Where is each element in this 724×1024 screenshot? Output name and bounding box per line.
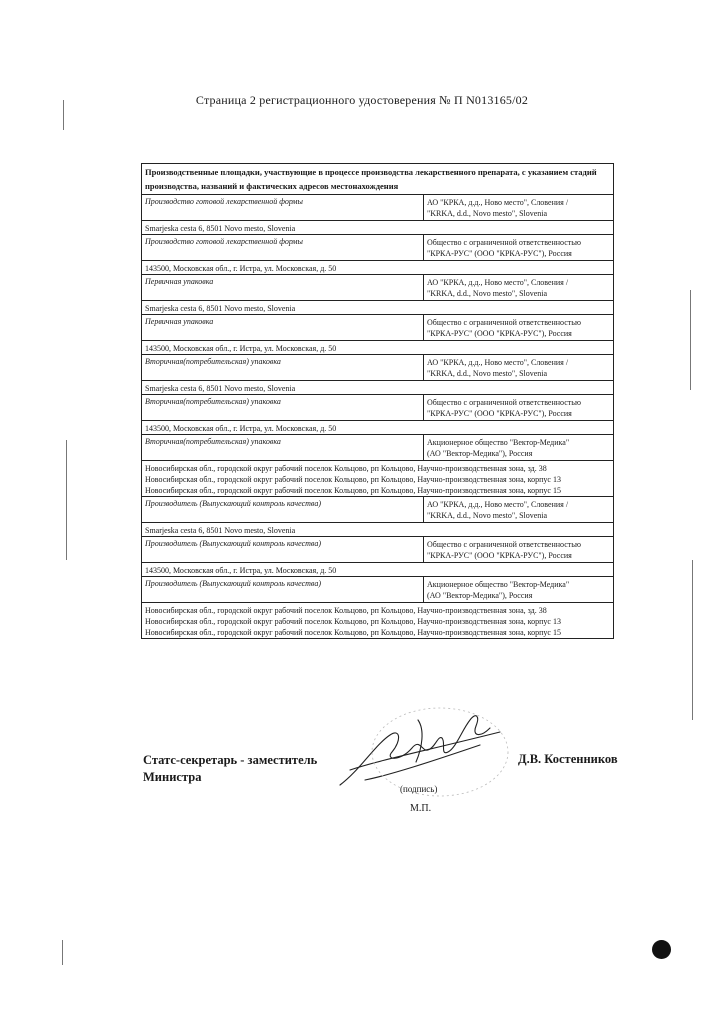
manufacturer-line: АО "КРКА, д.д., Ново место", Словения / xyxy=(427,358,569,367)
manufacturer-line: Акционерное общество "Вектор-Медика" xyxy=(427,438,570,447)
address-cell xyxy=(142,603,613,638)
address-row xyxy=(142,300,613,314)
stage-row xyxy=(142,314,613,340)
page-title: Страница 2 регистрационного удостоверения № П N013165/02 xyxy=(195,93,529,107)
table-heading: Производственные площадки, участвующие в процессе производства лекарственного препарата, с указанием стадий производства, названий и фактических адресов местонахождения xyxy=(145,167,597,191)
stage-cell: Производитель (Выпускающий контроль качества) xyxy=(142,537,424,562)
manufacturer-line: Общество с ограниченной ответственностью xyxy=(427,318,581,327)
address-cell xyxy=(142,301,613,314)
production-sites-table xyxy=(141,163,614,639)
address-line: Smarjeska cesta 6, 8501 Novo mesto, Slovenia xyxy=(145,526,296,535)
signature-caption: (подпись) xyxy=(400,784,438,794)
address-row xyxy=(142,460,613,496)
address-row xyxy=(142,562,613,576)
stage-row xyxy=(142,274,613,300)
manufacturer-cell xyxy=(424,395,613,420)
address-line: Smarjeska cesta 6, 8501 Novo mesto, Slovenia xyxy=(145,384,296,393)
address-line: 143500, Московская обл., г. Истра, ул. Московская, д. 50 xyxy=(145,344,337,353)
manufacturer-line: АО "КРКА, д.д., Ново место", Словения / xyxy=(427,198,569,207)
scan-edge-mark xyxy=(63,100,64,130)
manufacturer-line: Общество с ограниченной ответственностью xyxy=(427,238,581,247)
stage-cell: Вторичная(потребительская) упаковка xyxy=(142,355,424,380)
manufacturer-line: "КРКА-РУС" (ООО "КРКА-РУС"), Россия xyxy=(427,249,572,258)
address-cell xyxy=(142,563,613,576)
signatory-title xyxy=(143,752,317,786)
stage-row xyxy=(142,576,613,602)
stage-row xyxy=(142,536,613,562)
address-line: 143500, Московская обл., г. Истра, ул. Московская, д. 50 xyxy=(145,264,337,273)
manufacturer-line: (АО "Вектор-Медика"), Россия xyxy=(427,449,533,458)
manufacturer-cell xyxy=(424,497,613,522)
address-row xyxy=(142,420,613,434)
address-line: Smarjeska cesta 6, 8501 Novo mesto, Slovenia xyxy=(145,224,296,233)
seal-label: М.П. xyxy=(410,803,432,814)
manufacturer-line: Общество с ограниченной ответственностью xyxy=(427,398,581,407)
stage-cell: Первичная упаковка xyxy=(142,315,424,340)
manufacturer-line: Общество с ограниченной ответственностью xyxy=(427,540,581,549)
address-cell xyxy=(142,261,613,274)
stage-cell: Производитель (Выпускающий контроль качества) xyxy=(142,497,424,522)
stage-cell: Вторичная(потребительская) упаковка xyxy=(142,435,424,460)
manufacturer-line: Акционерное общество "Вектор-Медика" xyxy=(427,580,570,589)
address-row xyxy=(142,522,613,536)
address-cell xyxy=(142,523,613,536)
signatory-name: Д.В. Костенников xyxy=(518,752,618,766)
manufacturer-cell xyxy=(424,577,613,602)
corner-punch-mark xyxy=(652,940,671,959)
stage-row xyxy=(142,496,613,522)
manufacturer-cell xyxy=(424,355,613,380)
address-line: Новосибирская обл., городской округ рабочий поселок Кольцово, рп Кольцово, Научно-производственная зона, корпус 15 xyxy=(145,628,561,637)
scan-edge-mark xyxy=(66,440,67,560)
stage-row xyxy=(142,194,613,220)
stage-cell: Вторичная(потребительская) упаковка xyxy=(142,395,424,420)
address-cell xyxy=(142,421,613,434)
manufacturer-line: АО "КРКА, д.д., Ново место", Словения / xyxy=(427,278,569,287)
manufacturer-line: (АО "Вектор-Медика"), Россия xyxy=(427,591,533,600)
address-line: Новосибирская обл., городской округ рабочий поселок Кольцово, рп Кольцово, Научно-производственная зона, зд. 38 xyxy=(145,606,547,615)
address-line: Новосибирская обл., городской округ рабочий поселок Кольцово, рп Кольцово, Научно-производственная зона, зд. 38 xyxy=(145,464,547,473)
stage-row xyxy=(142,234,613,260)
stage-cell: Первичная упаковка xyxy=(142,275,424,300)
manufacturer-line: "КРКА-РУС" (ООО "КРКА-РУС"), Россия xyxy=(427,329,572,338)
table-heading-row xyxy=(142,164,613,194)
manufacturer-line: "KRKA, d.d., Novo mesto", Slovenia xyxy=(427,369,548,378)
address-line: Новосибирская обл., городской округ рабочий поселок Кольцово, рп Кольцово, Научно-производственная зона, корпус 13 xyxy=(145,475,561,484)
manufacturer-cell xyxy=(424,315,613,340)
address-row xyxy=(142,602,613,638)
address-line: 143500, Московская обл., г. Истра, ул. Московская, д. 50 xyxy=(145,424,337,433)
stage-cell: Производитель (Выпускающий контроль качества) xyxy=(142,577,424,602)
address-row xyxy=(142,380,613,394)
stage-cell: Производство готовой лекарственной формы xyxy=(142,195,424,220)
manufacturer-line: "KRKA, d.d., Novo mesto", Slovenia xyxy=(427,511,548,520)
manufacturer-line: АО "КРКА, д.д., Ново место", Словения / xyxy=(427,500,569,509)
stage-row xyxy=(142,354,613,380)
address-cell xyxy=(142,461,613,496)
scan-edge-mark xyxy=(692,560,693,720)
manufacturer-cell xyxy=(424,195,613,220)
stage-cell: Производство готовой лекарственной формы xyxy=(142,235,424,260)
address-cell xyxy=(142,221,613,234)
manufacturer-cell xyxy=(424,435,613,460)
address-row xyxy=(142,260,613,274)
manufacturer-cell xyxy=(424,537,613,562)
scan-edge-mark xyxy=(690,290,691,390)
address-row xyxy=(142,340,613,354)
address-line: Новосибирская обл., городской округ рабочий поселок Кольцово, рп Кольцово, Научно-производственная зона, корпус 15 xyxy=(145,486,561,495)
manufacturer-cell xyxy=(424,235,613,260)
address-cell xyxy=(142,341,613,354)
manufacturer-line: "КРКА-РУС" (ООО "КРКА-РУС"), Россия xyxy=(427,551,572,560)
address-line: Новосибирская обл., городской округ рабочий поселок Кольцово, рп Кольцово, Научно-производственная зона, корпус 13 xyxy=(145,617,561,626)
stage-row xyxy=(142,394,613,420)
manufacturer-line: "KRKA, d.d., Novo mesto", Slovenia xyxy=(427,209,548,218)
address-row xyxy=(142,220,613,234)
stage-row xyxy=(142,434,613,460)
manufacturer-line: "КРКА-РУС" (ООО "КРКА-РУС"), Россия xyxy=(427,409,572,418)
scan-edge-mark xyxy=(62,940,63,965)
address-cell xyxy=(142,381,613,394)
manufacturer-line: "KRKA, d.d., Novo mesto", Slovenia xyxy=(427,289,548,298)
address-line: 143500, Московская обл., г. Истра, ул. Московская, д. 50 xyxy=(145,566,337,575)
signatory-title-line1: Статс-секретарь - заместитель xyxy=(143,753,318,767)
address-line: Smarjeska cesta 6, 8501 Novo mesto, Slovenia xyxy=(145,304,296,313)
manufacturer-cell xyxy=(424,275,613,300)
signatory-title-line2: Министра xyxy=(143,770,202,784)
